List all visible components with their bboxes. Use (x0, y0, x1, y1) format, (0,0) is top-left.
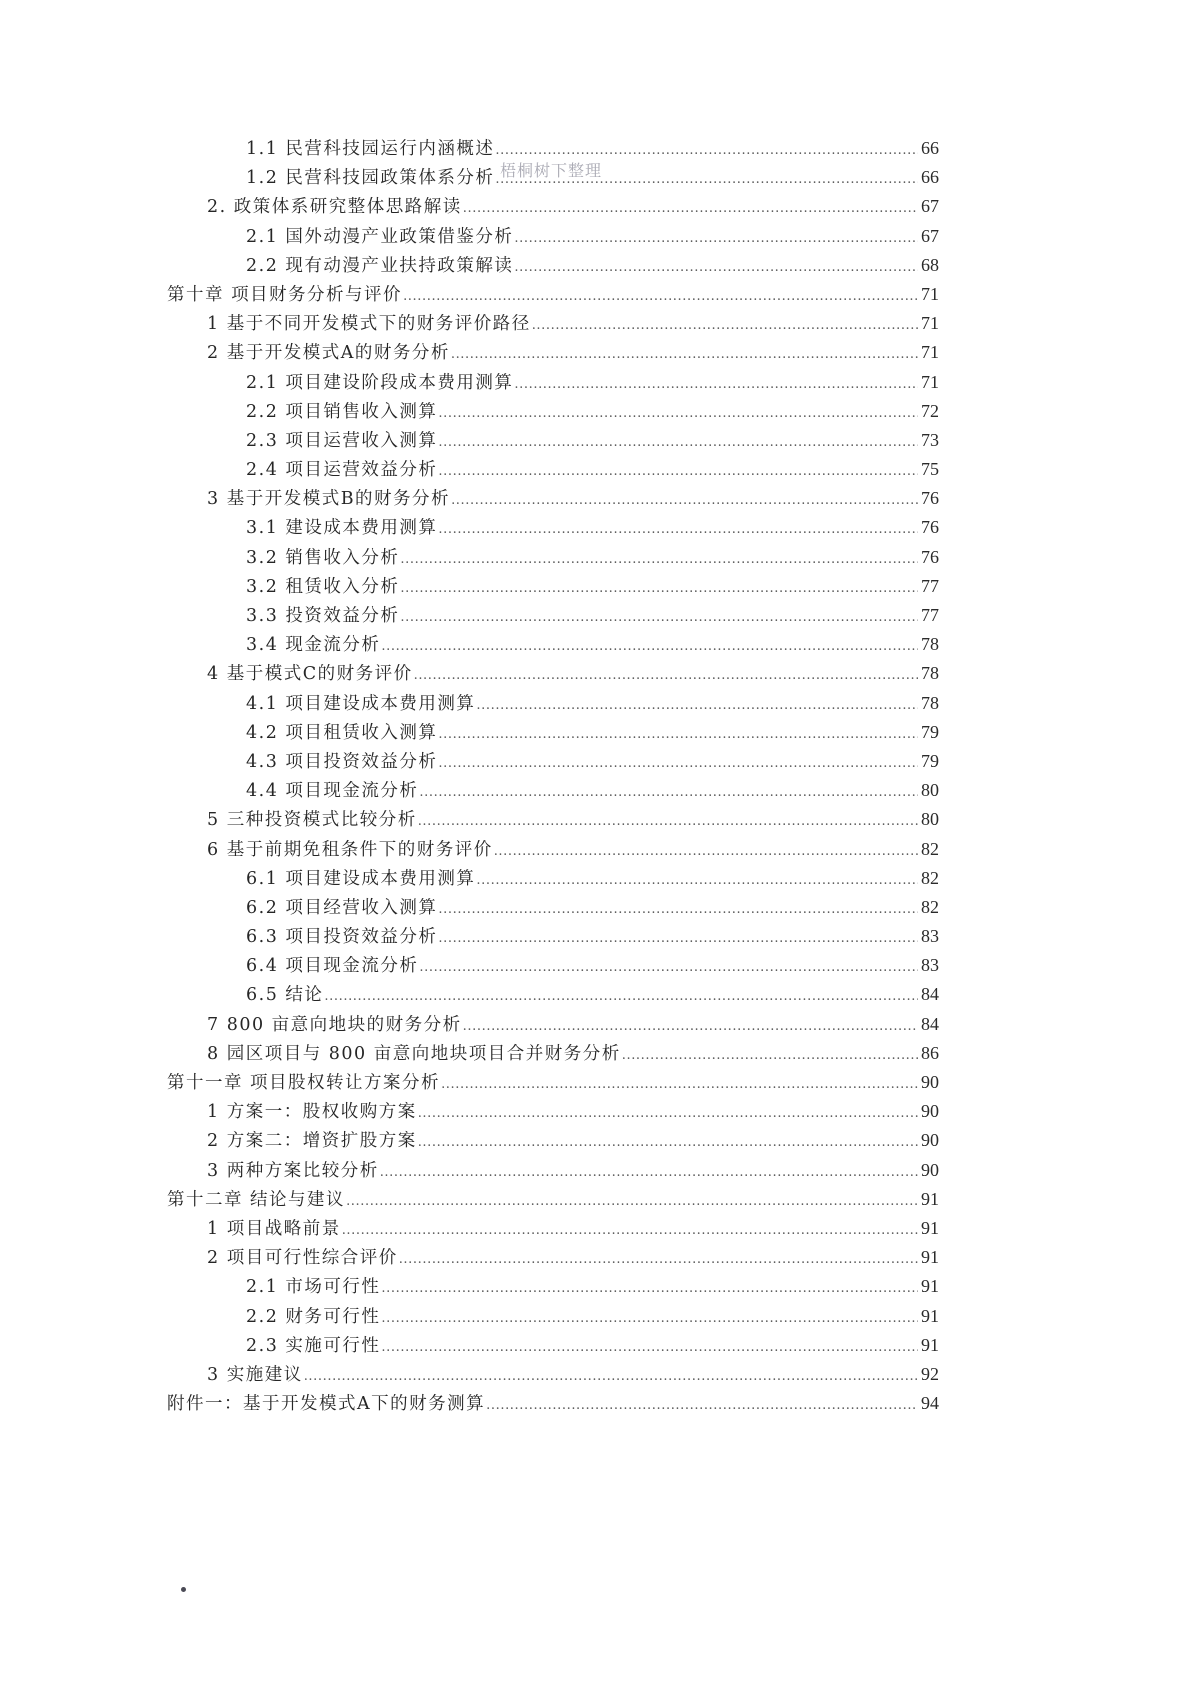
toc-entry-title: 2. 政策体系研究整体思路解读 (207, 197, 462, 218)
toc-page-number: 67 (921, 196, 939, 217)
toc-dot-leader (463, 1012, 918, 1041)
toc-entry-title: 2 基于开发模式A的财务分析 (207, 343, 450, 364)
toc-subsection-entry[interactable] (167, 426, 939, 455)
toc-dot-leader (418, 1128, 918, 1157)
toc-page-number: 91 (921, 1217, 939, 1238)
toc-page-number: 73 (921, 429, 939, 450)
toc-entry-title: 4.2 项目租赁收入测算 (246, 722, 438, 743)
toc-page-number: 78 (921, 634, 939, 655)
toc-subsection-entry[interactable] (167, 601, 939, 630)
toc-entry-title: 3 实施建议 (207, 1364, 303, 1385)
toc-dot-leader (451, 340, 918, 369)
toc-entry-title: 3.1 建设成本费用测算 (246, 518, 438, 539)
toc-dot-leader (399, 1245, 918, 1274)
toc-subsection-entry[interactable] (167, 747, 939, 776)
toc-page-number: 82 (921, 896, 939, 917)
toc-subsection-entry[interactable] (167, 1272, 939, 1301)
toc-dot-leader (342, 1216, 918, 1245)
toc-entry-title: 2 方案二：增资扩股方案 (207, 1131, 417, 1152)
toc-page-number: 75 (921, 459, 939, 480)
toc-page-number: 82 (921, 867, 939, 888)
toc-entry-title: 2.3 实施可行性 (246, 1335, 381, 1356)
toc-page-number: 76 (921, 488, 939, 509)
toc-page-number: 71 (921, 313, 939, 334)
toc-section-entry[interactable] (167, 484, 939, 513)
toc-entry-title: 1 基于不同开发模式下的财务评价路径 (207, 314, 531, 335)
toc-page-number: 91 (921, 1188, 939, 1209)
toc-page-number: 78 (921, 692, 939, 713)
toc-section-entry[interactable] (167, 835, 939, 864)
toc-entry-title: 2 项目可行性综合评价 (207, 1248, 398, 1269)
toc-page-number: 94 (921, 1393, 939, 1414)
toc-dot-leader (414, 661, 918, 690)
toc-entry-title: 6.4 项目现金流分析 (246, 956, 419, 977)
toc-page-number: 92 (921, 1363, 939, 1384)
toc-entry-title: 2.2 现有动漫产业扶持政策解读 (246, 255, 514, 276)
toc-entry-title: 6.5 结论 (246, 985, 324, 1006)
toc-dot-leader (304, 1362, 918, 1391)
toc-subsection-entry[interactable] (167, 864, 939, 893)
toc-entry-title: 4.3 项目投资效益分析 (246, 751, 438, 772)
toc-entry-title: 2.1 市场可行性 (246, 1277, 381, 1298)
toc-dot-leader (514, 370, 918, 399)
toc-dot-leader (419, 778, 918, 807)
toc-entry-title: 1 项目战略前景 (207, 1218, 341, 1239)
toc-section-entry[interactable] (167, 1097, 939, 1126)
toc-entry-title: 3.2 租赁收入分析 (246, 576, 400, 597)
toc-page-number: 90 (921, 1072, 939, 1092)
toc-page-number: 68 (921, 254, 939, 275)
toc-page-number: 71 (921, 342, 939, 363)
toc-page-number: 79 (921, 750, 939, 771)
toc-entry-title: 3 两种方案比较分析 (207, 1160, 379, 1181)
toc-dot-leader (324, 982, 918, 1011)
toc-subsection-entry[interactable] (167, 368, 939, 397)
toc-page-number: 84 (921, 1013, 939, 1034)
toc-dot-leader (441, 1070, 918, 1099)
toc-page-number: 80 (921, 809, 939, 830)
toc-entry-title: 3 基于开发模式B的财务分析 (207, 489, 451, 510)
toc-page-number: 91 (921, 1276, 939, 1297)
toc-entry-title: 2.2 财务可行性 (246, 1306, 381, 1327)
toc-dot-leader (494, 837, 918, 866)
toc-entry-title: 1.1 民营科技园运行内涵概述 (246, 139, 495, 159)
toc-entry-title: 附件一：基于开发模式A下的财务测算 (167, 1394, 486, 1415)
toc-page-number: 86 (921, 1042, 939, 1063)
toc-subsection-entry[interactable] (167, 718, 939, 747)
toc-section-entry[interactable] (167, 1126, 939, 1155)
toc-subsection-entry[interactable] (167, 1331, 939, 1360)
toc-entry-title: 第十二章 结论与建议 (167, 1189, 346, 1210)
page-dot-mark (181, 1587, 186, 1592)
toc-entry-title: 2.1 国外动漫产业政策借鉴分析 (246, 226, 514, 247)
toc-page-number: 91 (921, 1247, 939, 1268)
toc-page-number: 91 (921, 1334, 939, 1355)
toc-page-number: 76 (921, 517, 939, 538)
toc-page-number: 90 (921, 1130, 939, 1151)
toc-subsection-entry[interactable] (167, 689, 939, 718)
toc-subsection-entry[interactable] (167, 630, 939, 659)
toc-page-number: 79 (921, 721, 939, 742)
toc-subsection-entry[interactable] (167, 893, 939, 922)
toc-dot-leader (403, 282, 918, 311)
toc-entry-title: 4.1 项目建设成本费用测算 (246, 693, 476, 714)
toc-entry-title: 6.2 项目经营收入测算 (246, 897, 438, 918)
toc-dot-leader (381, 632, 918, 661)
toc-section-entry[interactable] (167, 805, 939, 834)
toc-entry-title: 4 基于模式C的财务评价 (207, 664, 413, 685)
toc-section-entry[interactable] (167, 1214, 939, 1243)
toc-page-number: 76 (921, 546, 939, 567)
toc-dot-leader (476, 866, 918, 895)
toc-entry-title: 2.2 项目销售收入测算 (246, 401, 438, 422)
toc-dot-leader (418, 1099, 918, 1128)
toc-page-number: 80 (921, 780, 939, 801)
toc-page-number: 91 (921, 1305, 939, 1326)
toc-page-number: 67 (921, 225, 939, 246)
watermark: 梧桐树下整理 (500, 161, 603, 180)
toc-dot-leader (438, 924, 918, 953)
toc-section-entry[interactable] (167, 338, 939, 367)
toc-dot-leader (400, 574, 918, 603)
toc-page-number: 78 (921, 663, 939, 684)
toc-entry-title: 6 基于前期免租条件下的财务评价 (207, 839, 493, 860)
toc-subsection-entry[interactable] (167, 951, 939, 980)
toc-section-entry[interactable] (167, 1243, 939, 1272)
toc-dot-leader (381, 1274, 918, 1303)
toc-subsection-entry[interactable] (167, 776, 939, 805)
toc-dot-leader (495, 136, 918, 165)
toc-page-number: 84 (921, 984, 939, 1005)
toc-page-number: 66 (921, 167, 939, 188)
toc-dot-leader (514, 224, 918, 253)
toc-page-number: 83 (921, 955, 939, 976)
toc-entry-title: 2.3 项目运营收入测算 (246, 430, 438, 451)
toc-section-entry[interactable] (167, 192, 939, 221)
toc-subsection-entry[interactable] (167, 980, 939, 1009)
toc-entry-title: 8 园区项目与 800 亩意向地块项目合并财务分析 (207, 1043, 621, 1064)
toc-page-number: 83 (921, 926, 939, 947)
toc-entry-title: 3.3 投资效益分析 (246, 606, 400, 626)
toc-subsection-entry[interactable] (167, 134, 939, 163)
toc-page-number: 71 (921, 283, 939, 304)
toc-dot-leader (381, 1333, 918, 1362)
toc-dot-leader (418, 807, 918, 836)
toc-subsection-entry[interactable] (167, 543, 939, 572)
toc-section-entry[interactable] (167, 309, 939, 338)
toc-entry-title: 4.4 项目现金流分析 (246, 781, 419, 802)
toc-dot-leader (532, 311, 918, 340)
toc-dot-leader (381, 1304, 918, 1333)
toc-page-number: 66 (921, 138, 939, 158)
toc-dot-leader (495, 165, 918, 194)
toc-entry-title: 2.1 项目建设阶段成本费用测算 (246, 372, 514, 393)
toc-dot-leader (476, 691, 918, 720)
toc-entry-title: 6.3 项目投资效益分析 (246, 927, 438, 948)
toc-section-entry[interactable] (167, 659, 939, 688)
toc-page-number: 82 (921, 838, 939, 859)
toc-subsection-entry[interactable] (167, 222, 939, 251)
toc-dot-leader (622, 1041, 918, 1070)
toc-entry-title: 6.1 项目建设成本费用测算 (246, 868, 476, 889)
toc-dot-leader (451, 486, 918, 515)
toc-entry-title: 2.4 项目运营效益分析 (246, 460, 438, 481)
toc-chapter-entry[interactable] (167, 1068, 939, 1097)
toc-page-number: 77 (921, 575, 939, 596)
toc-entry-title: 7 800 亩意向地块的财务分析 (207, 1014, 462, 1035)
toc-page-number: 90 (921, 1159, 939, 1180)
toc-subsection-entry[interactable] (167, 922, 939, 951)
toc-dot-leader (400, 545, 918, 574)
toc-entry-title: 3.2 销售收入分析 (246, 547, 400, 568)
toc-entry-title: 第十一章 项目股权转让方案分析 (167, 1073, 441, 1093)
toc-dot-leader (438, 515, 918, 544)
toc-dot-leader (486, 1391, 918, 1420)
toc-section-entry[interactable] (167, 1010, 939, 1039)
toc-entry-title: 1 方案一：股权收购方案 (207, 1102, 417, 1123)
toc-page-number: 71 (921, 371, 939, 392)
toc-chapter-entry[interactable] (167, 1389, 939, 1418)
toc-section-entry[interactable] (167, 1156, 939, 1185)
toc-section-entry[interactable] (167, 1039, 939, 1068)
table-of-contents (167, 134, 939, 1418)
toc-subsection-entry[interactable] (167, 251, 939, 280)
toc-dot-leader (438, 720, 918, 749)
toc-dot-leader (419, 953, 918, 982)
toc-subsection-entry[interactable] (167, 163, 939, 192)
toc-dot-leader (346, 1187, 918, 1216)
toc-chapter-entry[interactable] (167, 280, 939, 309)
toc-subsection-entry[interactable] (167, 572, 939, 601)
toc-dot-leader (438, 457, 918, 486)
toc-dot-leader (438, 749, 918, 778)
toc-entry-title: 3.4 现金流分析 (246, 635, 381, 656)
toc-page-number: 90 (921, 1101, 939, 1122)
toc-subsection-entry[interactable] (167, 1302, 939, 1331)
toc-page-number: 77 (921, 605, 939, 625)
toc-dot-leader (514, 253, 918, 282)
toc-page-number: 72 (921, 400, 939, 421)
toc-dot-leader (438, 428, 918, 457)
toc-entry-title: 5 三种投资模式比较分析 (207, 810, 417, 831)
toc-subsection-entry[interactable] (167, 455, 939, 484)
toc-subsection-entry[interactable] (167, 513, 939, 542)
toc-dot-leader (380, 1158, 918, 1187)
toc-dot-leader (438, 895, 918, 924)
toc-entry-title: 第十章 项目财务分析与评价 (167, 284, 403, 305)
toc-dot-leader (463, 194, 918, 223)
toc-section-entry[interactable] (167, 1360, 939, 1389)
toc-subsection-entry[interactable] (167, 397, 939, 426)
toc-dot-leader (400, 603, 918, 632)
toc-chapter-entry[interactable] (167, 1185, 939, 1214)
toc-entry-title: 1.2 民营科技园政策体系分析 (246, 168, 495, 189)
toc-dot-leader (438, 399, 918, 428)
